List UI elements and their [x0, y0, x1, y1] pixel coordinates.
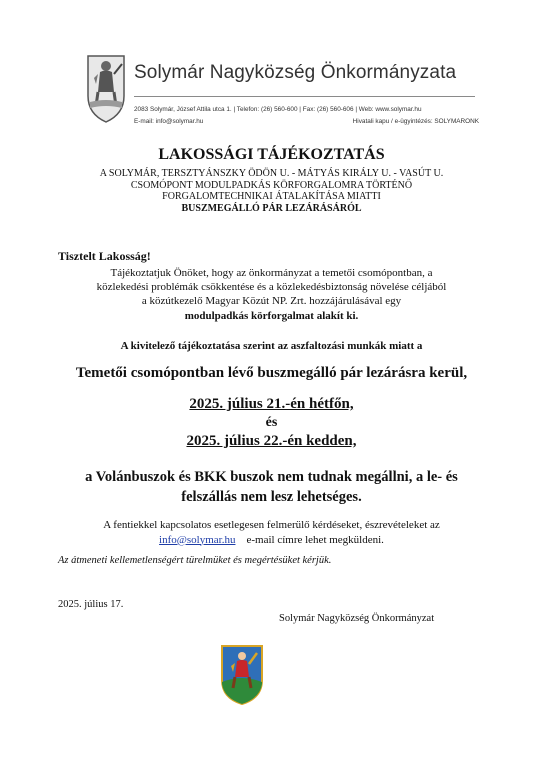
organization-title: Solymár Nagyközség Önkormányzata: [134, 62, 457, 83]
contact-line-text: A fentiekkel kapcsolatos esetlegesen felmerülő kérdéseket, észrevételeket az: [103, 519, 440, 531]
intro-line-2: közlekedési problémák csökkentése és a közlekedésbiztonság növelése céljából: [96, 281, 447, 294]
intro-line-3: a közútkezelő Magyar Közút NP. Zrt. hozzájárulásával egy: [141, 295, 402, 308]
bus-notice-line-2: felszállás nem lesz lehetséges.: [181, 489, 362, 505]
document-subtitle: [80, 168, 463, 214]
subtitle-line-4: BUSZMEGÁLLÓ PÁR LEZÁRÁSÁRÓL: [181, 202, 362, 214]
document-title: LAKOSSÁGI TÁJÉKOZTATÁS: [158, 146, 385, 163]
municipal-crest-icon: [84, 52, 128, 124]
conjunction: és: [265, 415, 278, 430]
email-info: E-mail: info@solymar.hu: [134, 118, 204, 125]
contact-line: 2083 Solymár, József Attila utca 1. | Telefon: (26) 560-600 | Fax: (26) 560-606 | Web: www.solymar.hu: [134, 106, 422, 113]
closure-date-2: 2025. július 22.-én kedden,: [186, 433, 357, 449]
signature: Solymár Nagyközség Önkormányzat: [279, 613, 435, 624]
intro-line-4: modulpadkás körforgalmat alakít ki.: [184, 309, 359, 322]
contact-line-2: [134, 118, 479, 125]
email-link[interactable]: info@solymar.hu: [159, 533, 236, 546]
header-divider: [134, 96, 475, 97]
contractor-statement: A kivitelező tájékoztatása szerint az aszfaltozási munkák miatt a: [120, 340, 423, 352]
greeting: Tisztelt Lakosság!: [58, 249, 151, 263]
subtitle-line-1: A SOLYMÁR, TERSZTYÁNSZKY ÖDÖN U. - MÁTYÁS KIRÁLY U. - VASÚT U.: [99, 168, 444, 179]
contact-paragraph: [50, 518, 493, 547]
contact-line-rest: e-mail címre lehet megküldeni.: [246, 533, 384, 546]
closure-statement: Temetői csomópontban lévő buszmegálló pár lezárásra kerül,: [75, 365, 468, 381]
closure-date-1: 2025. július 21.-én hétfőn,: [189, 396, 354, 412]
intro-line-1: Tájékoztatjuk Önöket, hogy az önkormányzat a temetői csomópontban, a: [110, 267, 433, 279]
intro-paragraph: [60, 266, 483, 323]
bus-notice: [40, 467, 503, 507]
portal-info: Hivatali kapu / e-ügyintézés: SOLYMARONK: [352, 118, 479, 125]
apology-text: Az átmeneti kellemetlenségért türelmüket és megértésüket kérjük.: [58, 555, 332, 566]
bus-notice-line-1: a Volánbuszok és BKK buszok nem tudnak megállni, a le- és: [85, 469, 458, 485]
municipal-crest-color-icon: [220, 644, 264, 706]
issue-date: 2025. július 17.: [58, 599, 124, 610]
subtitle-line-2: CSOMÓPONT MODULPADKÁS KÖRFORGALOMRA TÖRTÉNŐ: [130, 179, 413, 191]
subtitle-line-3: FORGALOMTECHNIKAI ÁTALAKÍTÁSA MIATTI: [162, 191, 381, 202]
